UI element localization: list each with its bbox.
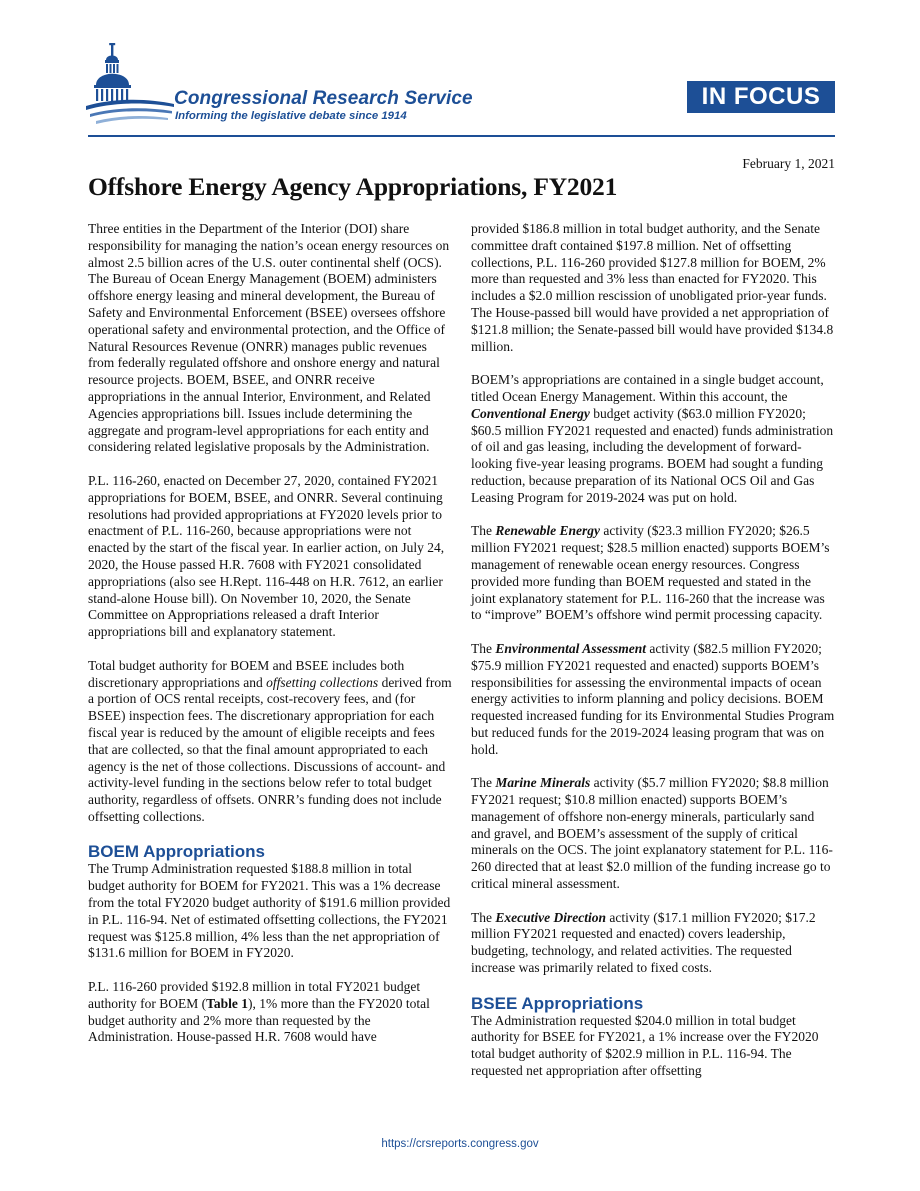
text-run: The: [471, 640, 496, 656]
text-run: The: [471, 909, 496, 925]
executive-direction-term: Executive Direction: [495, 909, 606, 925]
executive-direction-paragraph: [471, 910, 835, 977]
text-run: The: [471, 775, 496, 791]
marine-minerals-paragraph: [471, 775, 835, 893]
conventional-energy-paragraph: [471, 372, 835, 506]
enactment-paragraph: P.L. 116-260, enacted on December 27, 2020, contained FY2021 appropriations for BOEM, BSEE, and ONRR. Several continuing resolutions had provided appropriations at FY2020 levels prior to enactment of P.L. 116-260, because appropriations were not enacted by the start of the fiscal year. In earlier action, on July 24, 2020, the House passed H.R. 7608 with FY2021 consolidated appropriations (also see H.Rept. 116-448 on H.R. 7612, an earlier stand-alone House bill). On November 10, 2020, the Senate Committee on Appropriations released a draft Interior appropriations bill and explanatory statement.: [88, 472, 445, 640]
right-column: [471, 221, 835, 1080]
masthead-divider: [88, 135, 835, 137]
text-run: Total budget authority for BOEM and BSEE includes both discretionary appropriations and: [88, 657, 405, 690]
boem-net-paragraph: provided $186.8 million in total budget authority, and the Senate committee draft contained $197.8 million. Net of offsetting collections, P.L. 116-260 provided $127.8 million for BOEM, 2% more than requested and 3% less than enacted for FY2020. This includes a $2.0 million rescission of unobligated prior-year funds. The House-passed bill would have provided a net appropriation of $121.8 million; the Senate-passed bill would have provided $134.8 million.: [471, 221, 834, 354]
conventional-energy-term: Conventional Energy: [471, 405, 590, 421]
renewable-energy-term: Renewable Energy: [495, 523, 600, 539]
text-run: activity ($23.3 million FY2020; $26.5 million FY2021 request; $28.5 million enacted) supports BOEM’s management of renewable ocean energy resources. Congress provided more funding than BOEM requested and stated in the joint explanatory statement for P.L. 116-260 that the increase was to “improve” BOEM’s offshore wind permit processing capacity.: [471, 523, 830, 623]
bsee-appropriations-heading: BSEE Appropriations: [471, 993, 644, 1013]
crs-reports-link[interactable]: https://crsreports.congress.gov: [381, 1138, 539, 1150]
table-1-reference: Table 1: [206, 995, 249, 1011]
bsee-request-paragraph: The Administration requested $204.0 million in total budget authority for BSEE for FY2021, a 1% increase over the FY2020 total budget authority of $202.9 million in P.L. 116-94. The requested net appropriation after offsetting: [471, 1012, 819, 1079]
in-focus-badge: IN FOCUS: [687, 81, 835, 113]
report-title: Offshore Energy Agency Appropriations, FY2021: [88, 172, 618, 201]
crs-capitol-dome-logo-icon: [84, 40, 174, 126]
text-run: P.L. 116-260 provided $192.8 million in total FY2021 budget authority for BOEM (: [88, 979, 421, 1011]
budget-authority-paragraph: [88, 658, 452, 826]
organization-name: Congressional Research Service: [174, 88, 473, 109]
masthead: [84, 38, 836, 138]
text-run: activity ($82.5 million FY2020; $75.9 million FY2021 requested and enacted) supports BOEM’s responsibilities for assessing the environmental impacts of ocean energy activities to inform planning and policy decisions. BOEM requested increased funding for its Environmental Studies Program but reduced funds for the 2019-2024 leasing program that was on hold.: [471, 640, 835, 757]
offsetting-collections-term: offsetting collections: [266, 674, 379, 690]
boem-enacted-paragraph: [88, 979, 452, 1046]
text-run: The: [471, 523, 496, 539]
left-column: [88, 221, 452, 1046]
text-run: activity ($17.1 million FY2020; $17.2 million FY2021 requested and enacted) covers leadership, budgeting, technology, and related activities. The requested increase was primarily related to fixed costs.: [471, 909, 816, 976]
text-run: activity ($5.7 million FY2020; $8.8 million FY2021 request; $10.8 million enacted) supports BOEM’s management of offshore non-energy minerals, particularly sand and gravel, and BOEM’s assessment of the supply of critical minerals on the OCS. The joint explanatory statement for P.L. 116-260 directed that at least $2.0 million of the funding increase go to critical mineral assessment.: [471, 775, 833, 892]
text-run: ), 1% more than the FY2020 total budget authority and 2% more than requested by the Administration. House-passed H.R. 7608 would have: [88, 995, 430, 1045]
environmental-assessment-paragraph: [471, 641, 835, 759]
environmental-assessment-term: Environmental Assessment: [495, 640, 647, 656]
boem-request-paragraph: The Trump Administration requested $188.8 million in total budget authority for BOEM for FY2021. This was a 1% decrease from the total FY2020 budget authority of $191.6 million provided in P.L. 116-94. Net of estimated offsetting collections, the FY2021 request was $125.8 million, 4% less than the net appropriation of $131.6 million for BOEM in FY2020.: [88, 861, 451, 961]
organization-tagline: Informing the legislative debate since 1914: [175, 110, 407, 122]
renewable-energy-paragraph: [471, 523, 835, 624]
marine-minerals-term: Marine Minerals: [495, 775, 591, 791]
boem-appropriations-heading: BOEM Appropriations: [88, 842, 265, 862]
intro-paragraph: Three entities in the Department of the Interior (DOI) share responsibility for managing the nation’s ocean energy resources on almost 2.5 billion acres of the U.S. outer continental shelf (OCS). The Bureau of Ocean Energy Management (BOEM) administers offshore energy leasing and mineral development, the Bureau of Safety and Environmental Enforcement (BSEE) oversees offshore operational safety and environmental protection, and the Office of Natural Resources Revenue (ONRR) manages public revenues from federally regulated offshore and onshore energy and natural resource projects. BOEM, BSEE, and ONRR receive appropriations in the annual Interior, Environment, and Related Agencies appropriations bill. Issues include determining the aggregate and program-level appropriations for each entity and considering related legislative proposals by the Administration.: [88, 221, 450, 455]
publication-date: February 1, 2021: [742, 156, 835, 171]
text-run: derived from a portion of OCS rental receipts, cost-recovery fees, and (for BSEE) inspection fees. The discretionary appropriation for each fiscal year is reduced by the amount of eligible receipts and fees that are collected, so that the final amount appropriated to each agency is the net of those collections. Discussions of account- and activity-level funding in the sections below refer to total budget authority, regardless of offsets. ONRR’s funding does not include offsetting collections.: [88, 674, 452, 824]
text-run: budget activity ($63.0 million FY2020; $60.5 million FY2021 requested and enacted) funds administration of oil and gas leasing, including the development of forward-looking five-year leasing programs. BOEM had sought a funding reduction, because preparation of its National OCS Oil and Gas Leasing Program for 2019-2024 was put on hold.: [471, 405, 834, 505]
text-run: BOEM’s appropriations are contained in a single budget account, titled Ocean Energy Management. Within this account, the: [471, 372, 824, 404]
